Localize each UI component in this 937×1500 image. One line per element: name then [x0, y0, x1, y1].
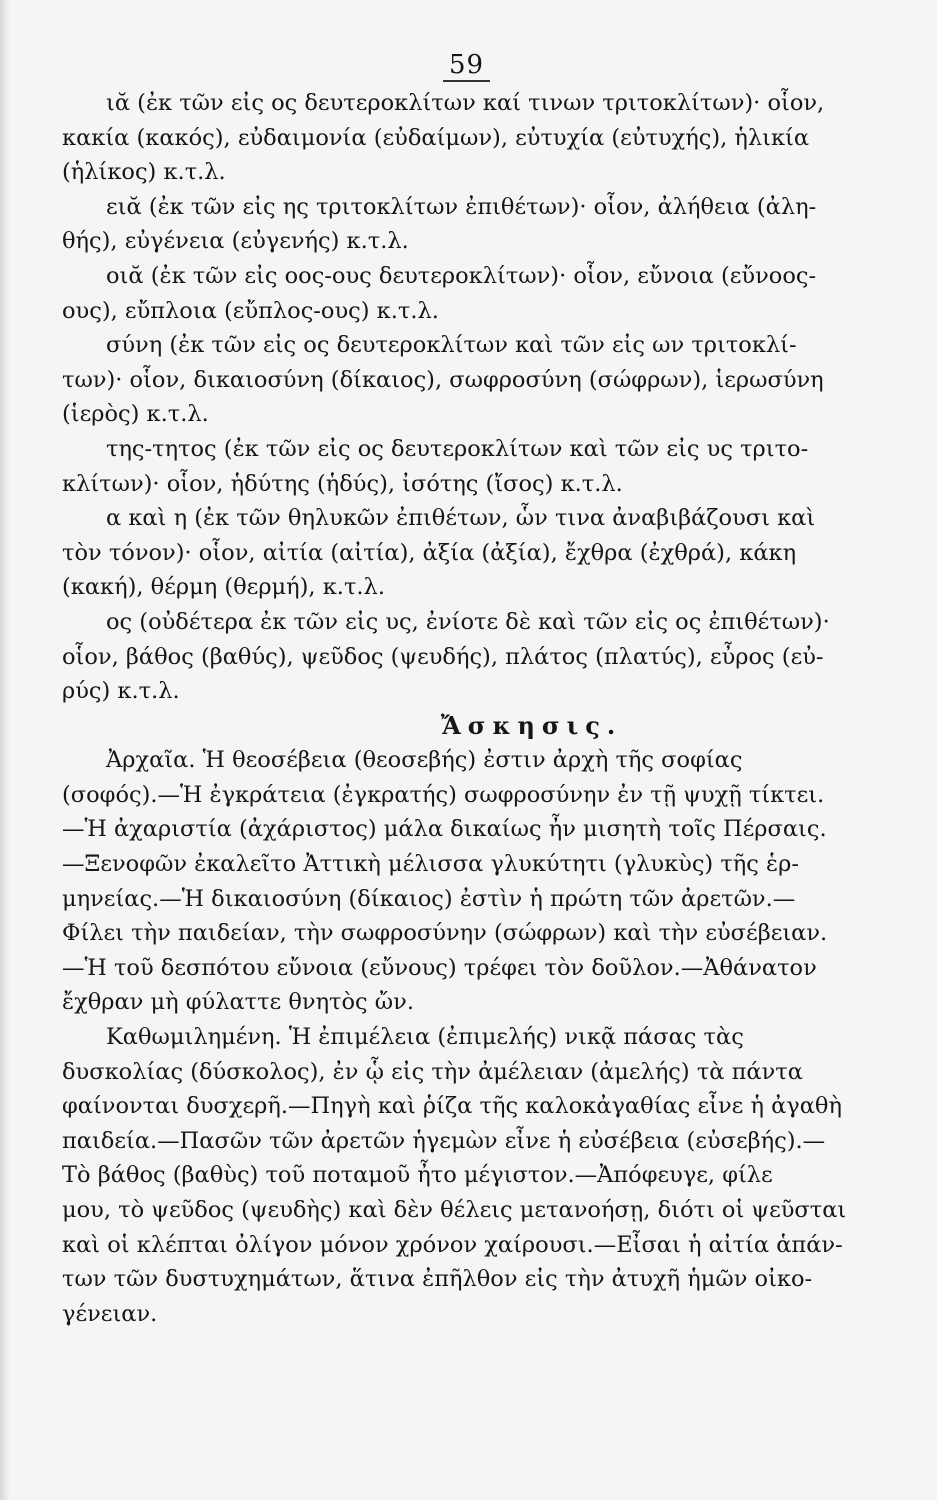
text-line: ους), εὔπλοια (εὔπλος-ους) κ.τ.λ. — [62, 297, 439, 324]
section-heading: Ἄσκησις. — [440, 710, 623, 740]
text-line: παιδεία.—Πασῶν τῶν ἀρετῶν ἡγεμὼν εἶνε ἡ εὐσέβεια (εὐσεβής).— — [62, 1127, 826, 1154]
text-line: (ἱερὸς) κ.τ.λ. — [62, 401, 209, 428]
text-line: κακία (κακός), εὐδαιμονία (εὐδαίμων), εὐτυχία (εὐτυχής), ἡλικία — [62, 124, 810, 151]
text-line: Τὸ βάθος (βαθὺς) τοῦ ποταμοῦ ἦτο μέγιστον.—Ἀπόφευγε, φίλε — [62, 1162, 773, 1189]
text-line: Καθωμιλημένη. Ἡ ἐπιμέλεια (ἐπιμελής) νικᾷ πάσας τὰς — [106, 1024, 744, 1051]
text-line: γένειαν. — [62, 1300, 158, 1327]
text-line: θής), εὐγένεια (εὐγενής) κ.τ.λ. — [62, 228, 409, 255]
text-line: δυσκολίας (δύσκολος), ἐν ᾧ εἰς τὴν ἀμέλειαν (ἀμελής) τὰ πάντα — [62, 1058, 803, 1085]
text-line: α καὶ η (ἐκ τῶν θηλυκῶν ἐπιθέτων, ὧν τινα ἀναβιβάζουσι καὶ — [106, 505, 816, 532]
page-number: 59 — [62, 50, 871, 80]
text-line: —Ἡ τοῦ δεσπότου εὔνοια (εὔνους) τρέφει τὸν δοῦλον.—Ἀθάνατον — [62, 954, 817, 981]
text-line: κλίτων)· οἷον, ἡδύτης (ἡδύς), ἰσότης (ἴσος) κ.τ.λ. — [62, 470, 623, 497]
text-line: καὶ οἱ κλέπται ὀλίγον μόνον χρόνον χαίρουσι.—Εἶσαι ἡ αἰτία ἁπάν- — [62, 1231, 843, 1258]
text-line: (ἡλίκος) κ.τ.λ. — [62, 159, 226, 186]
text-line: των τῶν δυστυχημάτων, ἅτινα ἐπῆλθον εἰς τὴν ἀτυχῆ ἡμῶν οἰκο- — [62, 1266, 813, 1293]
text-line: τὸν τόνον)· οἷον, αἰτία (αἰτία), ἀξία (ἀξία), ἔχθρα (ἐχθρά), κάκη — [62, 539, 797, 566]
text-line: ος (οὐδέτερα ἐκ τῶν εἰς υς, ἐνίοτε δὲ καὶ τῶν εἰς ος ἐπιθέτων)· — [106, 608, 830, 635]
text-line: (κακή), θέρμη (θερμή), κ.τ.λ. — [62, 574, 385, 601]
body-text — [62, 86, 871, 1331]
text-line: (σοφός).—Ἡ ἐγκράτεια (ἐγκρατής) σωφροσύνην ἐν τῇ ψυχῇ τίκτει. — [62, 781, 825, 808]
text-line: ειᾰ (ἐκ τῶν εἰς ης τριτοκλίτων ἐπιθέτων)· οἷον, ἀλήθεια (ἀλη- — [106, 193, 817, 220]
text-line: μηνείας.—Ἡ δικαιοσύνη (δίκαιος) ἐστὶν ἡ πρώτη τῶν ἀρετῶν.— — [62, 885, 796, 912]
text-line: οἷον, βάθος (βαθύς), ψεῦδος (ψευδής), πλάτος (πλατύς), εὖρος (εὐ- — [62, 643, 824, 670]
text-line: οιᾰ (ἐκ τῶν εἰς οος-ους δευτεροκλίτων)· οἷον, εὔνοια (εὔνοος- — [106, 262, 817, 289]
text-line: ἔχθραν μὴ φύλαττε θνητὸς ὤν. — [62, 989, 414, 1016]
text-line: της-τητος (ἐκ τῶν εἰς ος δευτεροκλίτων καὶ τῶν εἰς υς τριτο- — [106, 435, 809, 462]
text-line: —Ξενοφῶν ἐκαλεῖτο Ἀττικὴ μέλισσα γλυκύτητι (γλυκὺς) τῆς ἑρ- — [62, 851, 799, 878]
text-line: Φίλει τὴν παιδείαν, τὴν σωφροσύνην (σώφρων) καὶ τὴν εὐσέβειαν. — [62, 920, 828, 947]
text-line: Ἀρχαῖα. Ἡ θεοσέβεια (θεοσεβής) ἐστιν ἀρχὴ τῆς σοφίας — [106, 747, 743, 774]
text-line: ιᾰ (ἐκ τῶν εἰς ος δευτεροκλίτων καί τινων τριτοκλίτων)· οἷον, — [106, 90, 825, 116]
text-line: σύνη (ἐκ τῶν εἰς ος δευτεροκλίτων καὶ τῶν εἰς ων τριτοκλί- — [106, 332, 797, 359]
text-line: των)· οἷον, δικαιοσύνη (δίκαιος), σωφροσύνη (σώφρων), ἱερωσύνη — [62, 366, 824, 393]
text-line: —Ἡ ἀχαριστία (ἀχάριστος) μάλα δικαίως ἦν μισητὴ τοῖς Πέρσαις. — [62, 816, 827, 843]
text-line: φαίνονται δυσχερῆ.—Πηγὴ καὶ ῥίζα τῆς καλοκἀγαθίας εἶνε ἡ ἀγαθὴ — [62, 1093, 842, 1120]
text-line: μου, τὸ ψεῦδος (ψευδὴς) καὶ δὲν θέλεις μετανοήσῃ, διότι οἱ ψεῦσται — [62, 1197, 847, 1223]
text-line: ρύς) κ.τ.λ. — [62, 678, 180, 705]
